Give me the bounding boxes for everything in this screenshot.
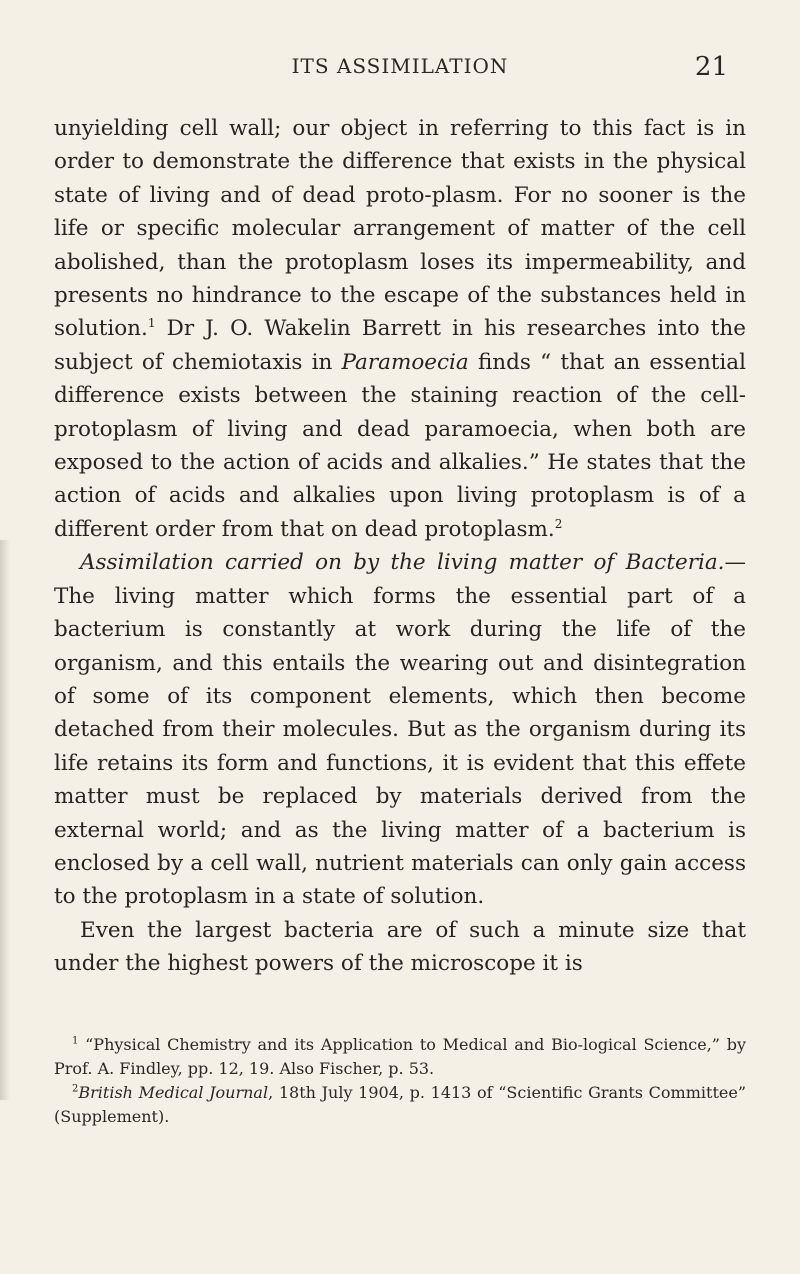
paragraph-1-text-c: finds “ that an essential difference exists between the staining reaction of the cell-protoplasm of living and dead paramoecia, when both are exposed to the action of acids and alkalies.” He states that the action of acids and alkalies upon living protoplasm is of a different order from that on dead protoplasm.	[54, 349, 746, 542]
chapter-title: ITS ASSIMILATION	[291, 54, 509, 78]
footnote-1	[54, 1033, 746, 1081]
page-binding-shadow	[0, 540, 10, 1100]
footnote-2-mark: 2	[72, 1083, 79, 1095]
footnote-2-journal: British Medical Journal	[78, 1083, 269, 1102]
paragraph-2-text: —The living matter which forms the essential part of a bacterium is constantly at work during the life of the organism, and this entails the wearing out and disintegration of some of its component elements, which then become detached from their molecules. But as the organism during its life retains its form and functions, it is evident that this effete matter must be replaced by materials derived from the external world; and as the living matter of a bacterium is enclosed by a cell wall, nutrient materials can only gain access to the protoplasm in a state of solution.	[54, 550, 746, 910]
footnote-2-text: , 18th July 1904, p. 1413 of “Scientific Grants Committee” (Supplement).	[54, 1083, 746, 1126]
footnote-1-text: “Physical Chemistry and its Application to Medical and Bio-logical Science,” by Prof. A. Findley, pp. 12, 19. Also Fischer, p. 53.	[54, 1035, 746, 1078]
footnote-ref-2: 2	[554, 516, 563, 531]
paragraph-2	[54, 546, 746, 913]
paragraph-1-italic-term: Paramoecia	[341, 349, 469, 375]
paragraph-1-text-b: Dr J. O. Wakelin Barrett in his researches into the subject of chemiotaxis in	[54, 316, 746, 375]
page-number: 21	[694, 52, 728, 82]
footnote-2	[54, 1081, 746, 1129]
body-text	[54, 112, 746, 981]
paragraph-3-text: Even the largest bacteria are of such a minute size that under the highest powers of the microscope it is	[54, 917, 746, 977]
footnote-1-mark: 1	[72, 1035, 79, 1047]
footnotes	[54, 1033, 746, 1129]
section-heading: Assimilation carried on by the living matter of Bacteria.	[80, 550, 725, 576]
paragraph-1-text-a: unyielding cell wall; our object in referring to this fact is in order to demonstrate the difference that exists in the physical state of living and of dead proto-plasm. For no sooner is the life or specific molecular arrangement of matter of the cell abolished, than the protoplasm loses its impermeability, and presents no hindrance to the escape of the substances held in solution.	[54, 116, 746, 342]
paragraph-1	[54, 112, 746, 546]
footnote-ref-1: 1	[147, 316, 156, 331]
running-head	[0, 52, 800, 92]
paragraph-3	[54, 914, 746, 981]
